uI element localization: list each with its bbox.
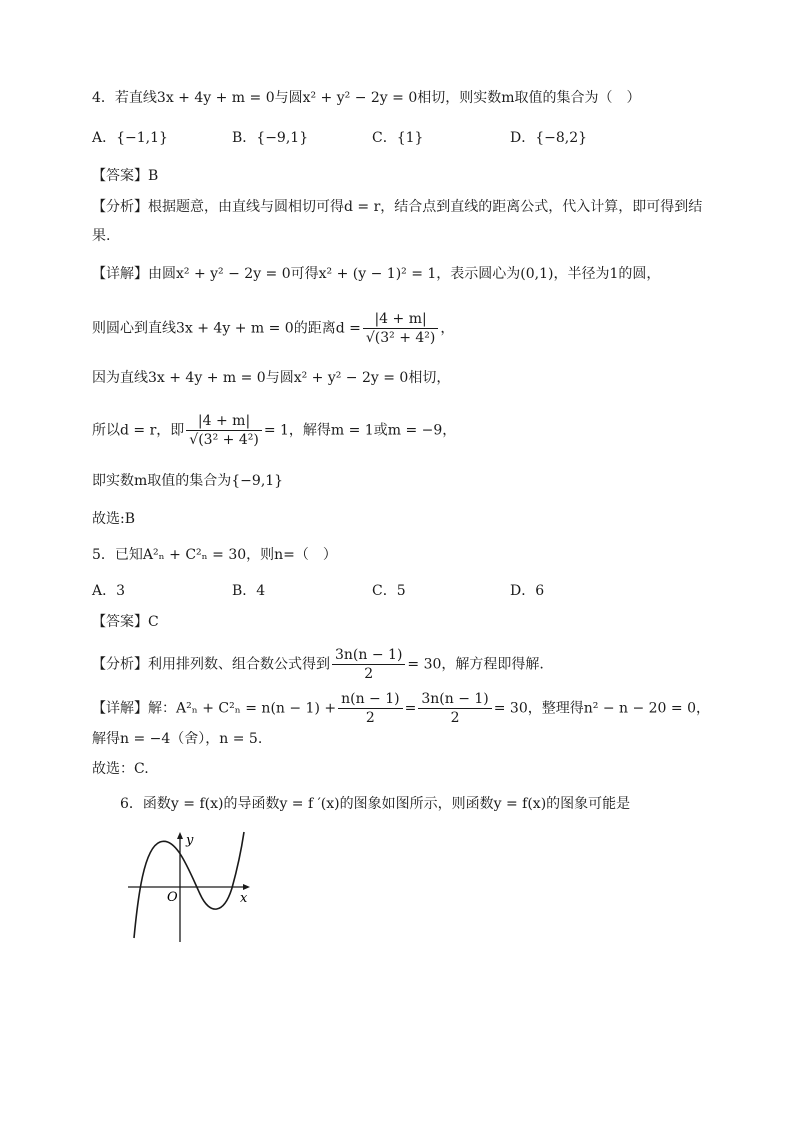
- fraction-denominator: √(3² + 4²): [189, 432, 259, 448]
- distance-fraction: [186, 412, 262, 449]
- q5-detail: [92, 690, 710, 727]
- detail-fraction-2: [418, 690, 491, 727]
- x-axis-label: x: [240, 891, 248, 906]
- fraction-numerator: |4 + m|: [363, 310, 439, 329]
- fraction-numerator: n(n − 1): [338, 690, 403, 709]
- distance-fraction: [363, 310, 439, 347]
- q4-stem: 4．若直线3x + 4y + m = 0与圆x² + y² − 2y = 0相切，则实数m取值的集合为（ ）: [92, 90, 641, 106]
- q5-answer: [92, 612, 159, 632]
- detail-text: 由圆x² + y² − 2y = 0可得x² + (y − 1)² = 1，表示圆心为(0,1)，半径为1的圆，: [148, 266, 661, 282]
- detail-tag: 【详解】: [92, 266, 148, 282]
- q4-answer: [92, 166, 158, 186]
- answer-value: C: [148, 614, 159, 630]
- derivative-graph: [124, 826, 264, 944]
- fraction-denominator: 2: [450, 710, 460, 726]
- q4-detail-4: [92, 412, 456, 449]
- detail-text: ，: [440, 320, 455, 337]
- q5-option-a: A．3: [92, 583, 126, 599]
- answer-tag: 【答案】: [92, 168, 148, 184]
- q6-stem: 6．函数y = f(x)的导函数y = f ′(x)的图象如图所示，则函数y = f(x)的图象可能是: [120, 796, 631, 812]
- y-axis-label: y: [186, 833, 194, 848]
- q5-conclusion: 故选：C.: [92, 761, 149, 777]
- detail-tag: 【详解】: [92, 700, 148, 717]
- detail-text: = 1，解得m = 1或m = −9，: [263, 422, 457, 439]
- q5-option-c: C．5: [372, 583, 406, 599]
- analysis-text: = 30，解方程即得解.: [407, 656, 544, 673]
- analysis-fraction: [332, 646, 405, 683]
- q4-analysis-cont: 果.: [92, 228, 111, 244]
- analysis-text: 根据题意，由直线与圆相切可得d = r，结合点到直线的距离公式，代入计算，即可得到结: [148, 199, 703, 215]
- answer-value: B: [148, 168, 159, 184]
- detail-text: 解：A²ₙ + C²ₙ = n(n − 1) +: [148, 700, 337, 717]
- q5-option-d: D．6: [510, 583, 545, 599]
- q4-detail-2: [92, 310, 454, 347]
- analysis-text: 利用排列数、组合数公式得到: [148, 656, 330, 673]
- y-axis-arrow: [177, 832, 183, 839]
- analysis-tag: 【分析】: [92, 199, 148, 215]
- fraction-numerator: |4 + m|: [186, 412, 262, 431]
- analysis-tag: 【分析】: [92, 656, 148, 673]
- q4-option-a: A．{−1,1}: [92, 130, 168, 146]
- q5-detail-2: 解得n = −4（舍），n = 5.: [92, 731, 263, 747]
- fraction-numerator: 3n(n − 1): [332, 646, 405, 665]
- detail-text: =: [404, 700, 417, 717]
- fraction-denominator: 2: [365, 710, 375, 726]
- q4-option-b: B．{−9,1}: [232, 130, 309, 146]
- q5-stem: 5．已知A²ₙ + C²ₙ = 30，则n=（ ）: [92, 547, 337, 563]
- fraction-denominator: √(3² + 4²): [365, 330, 436, 346]
- q4-detail-5: 即实数m取值的集合为{−9,1}: [92, 473, 284, 489]
- fraction-denominator: 2: [364, 666, 374, 682]
- q5-option-b: B．4: [232, 583, 266, 599]
- q4-analysis: [92, 197, 702, 217]
- fraction-numerator: 3n(n − 1): [418, 690, 491, 709]
- detail-fraction-1: [338, 690, 403, 727]
- detail-text: 所以d = r，即: [92, 422, 185, 439]
- answer-tag: 【答案】: [92, 614, 148, 630]
- q4-option-c: C．{1}: [372, 130, 424, 146]
- origin-label: O: [167, 890, 178, 905]
- detail-text: = 30，整理得n² − n − 20 = 0，: [493, 700, 711, 717]
- x-axis-arrow: [243, 884, 250, 890]
- q4-detail-3: 因为直线3x + 4y + m = 0与圆x² + y² − 2y = 0相切，: [92, 370, 451, 386]
- q4-option-d: D．{−8,2}: [510, 130, 588, 146]
- q4-detail-1: [92, 264, 660, 284]
- q5-analysis: [92, 646, 544, 683]
- detail-text: 则圆心到直线3x + 4y + m = 0的距离d =: [92, 320, 361, 337]
- q4-conclusion: 故选:B: [92, 511, 136, 527]
